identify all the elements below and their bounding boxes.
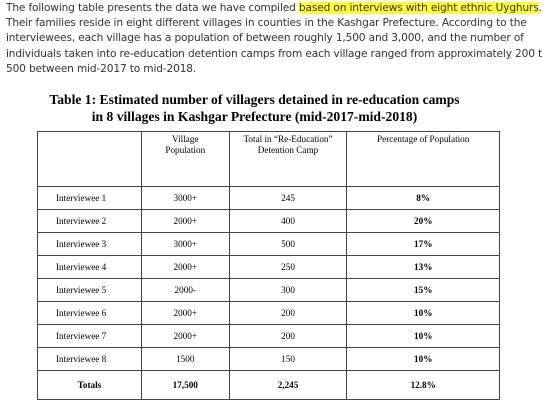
row-label: Interviewee 5 xyxy=(38,279,142,302)
row-detained: 500 xyxy=(229,233,347,256)
header-detained-total xyxy=(229,132,347,187)
totals-row xyxy=(38,371,500,400)
header-detained-total-line-1: Total in “Re-Education” xyxy=(243,134,333,144)
row-population: 2000+ xyxy=(141,210,229,233)
row-detained: 400 xyxy=(229,210,347,233)
row-percentage: 10% xyxy=(347,302,500,325)
row-percentage: 8% xyxy=(347,187,500,210)
table-row xyxy=(38,256,500,279)
row-label: Interviewee 1 xyxy=(38,187,142,210)
intro-line-5: 500 between mid-2017 to mid-2018. xyxy=(6,62,197,75)
header-village-population-line-2: Population xyxy=(165,145,206,155)
header-empty-cell xyxy=(38,132,142,187)
row-detained: 250 xyxy=(229,256,347,279)
row-detained: 245 xyxy=(229,187,347,210)
totals-label: Totals xyxy=(38,371,142,400)
row-detained: 200 xyxy=(229,325,347,348)
header-village-population-line-1: Village xyxy=(172,134,199,144)
row-detained: 200 xyxy=(229,302,347,325)
row-label: Interviewee 2 xyxy=(38,210,142,233)
intro-line-2: Their families reside in eight different villages in counties in the Kashgar Prefecture. According to the xyxy=(6,17,527,30)
header-percentage: Percentage of Population xyxy=(347,132,500,187)
totals-population: 17,500 xyxy=(141,371,229,400)
row-population: 3000+ xyxy=(141,233,229,256)
row-population: 2000+ xyxy=(141,256,229,279)
totals-percentage: 12.8% xyxy=(347,371,500,400)
row-label: Interviewee 6 xyxy=(38,302,142,325)
intro-line-4: individuals taken into re-education detention camps from each village ranged from approximately 200 t xyxy=(6,47,542,60)
table-header-row xyxy=(38,132,500,187)
row-population: 2000+ xyxy=(141,302,229,325)
header-detained-total-line-2: Detention Camp xyxy=(257,145,319,155)
detention-table xyxy=(37,131,500,400)
row-label: Interviewee 3 xyxy=(38,233,142,256)
row-label: Interviewee 7 xyxy=(38,325,142,348)
intro-line-1-end: . xyxy=(538,2,542,14)
row-percentage: 10% xyxy=(347,348,500,371)
row-detained: 300 xyxy=(229,279,347,302)
table-row xyxy=(38,348,500,371)
row-percentage: 20% xyxy=(347,210,500,233)
table-row xyxy=(38,279,500,302)
table-row xyxy=(38,187,500,210)
row-percentage: 13% xyxy=(347,256,500,279)
intro-paragraph xyxy=(6,1,542,77)
header-village-population xyxy=(141,132,229,187)
totals-detained: 2,245 xyxy=(229,371,347,400)
table-title-line-1: Table 1: Estimated number of villagers detained in re-education camps xyxy=(49,92,460,107)
row-population: 2000- xyxy=(141,279,229,302)
intro-line-3: interviewees, each village has a population of between roughly 1,500 and 3,000, and the number of xyxy=(6,32,524,45)
table-title-line-2: in 8 villages in Kashgar Prefecture (mid-2017-mid-2018) xyxy=(91,109,418,124)
row-percentage: 10% xyxy=(347,325,500,348)
row-population: 3000+ xyxy=(141,187,229,210)
table-row xyxy=(38,325,500,348)
row-population: 2000+ xyxy=(141,325,229,348)
intro-line-1-text: The following table presents the data we have compiled xyxy=(6,2,299,14)
row-label: Interviewee 8 xyxy=(38,348,142,371)
row-percentage: 15% xyxy=(347,279,500,302)
row-detained: 150 xyxy=(229,348,347,371)
intro-line-1 xyxy=(6,1,542,16)
row-percentage: 17% xyxy=(347,233,500,256)
row-label: Interviewee 4 xyxy=(38,256,142,279)
highlighted-text: based on interviews with eight ethnic Uyghurs xyxy=(298,2,539,14)
table-row xyxy=(38,210,500,233)
row-population: 1500 xyxy=(141,348,229,371)
table-row xyxy=(38,302,500,325)
table-row xyxy=(38,233,500,256)
